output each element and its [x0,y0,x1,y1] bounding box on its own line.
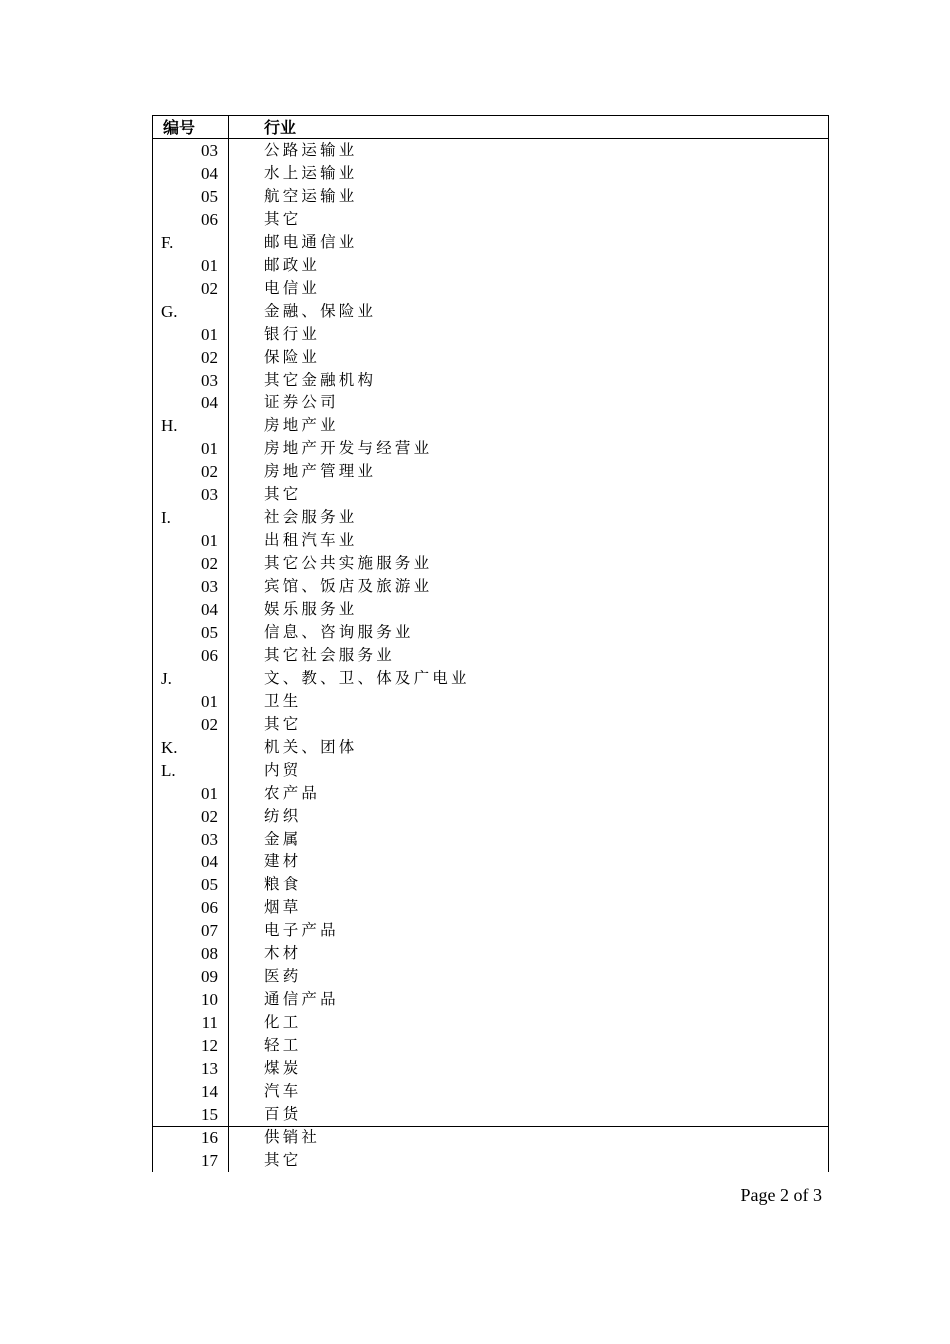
industry-name: 烟草 [264,898,302,917]
industry-code: 12 [201,1036,218,1056]
table-row [153,621,828,644]
header-industry: 行业 [264,118,297,137]
industry-code: 04 [201,600,218,619]
table-row [153,919,828,942]
table-row [153,483,828,506]
industry-name: 证券公司 [264,393,339,412]
industry-name: 其它 [264,714,302,733]
industry-code: 02 [201,278,218,298]
table-row [153,346,828,369]
industry-name: 医药 [264,967,302,986]
industry-name: 信息、咨询服务业 [264,622,414,641]
industry-code: G. [161,301,178,321]
industry-name: 其它社会服务业 [264,645,395,664]
table-row [153,208,828,231]
table-row [153,1080,828,1103]
industry-name: 银行业 [264,324,321,343]
table-row [153,1103,828,1126]
industry-code: 03 [201,577,218,597]
industry-code: 14 [201,1081,218,1101]
table-row [153,1057,828,1080]
industry-name: 房地产业 [264,416,339,435]
industry-code: 01 [201,783,218,803]
table-row [153,231,828,254]
industry-code: 02 [201,347,218,367]
industry-name: 内贸 [264,760,302,779]
industry-code: 07 [201,921,218,941]
industry-code: 04 [201,163,218,183]
industry-code: 08 [201,944,218,964]
table-row [153,1149,828,1172]
industry-code: 01 [201,324,218,344]
industry-name: 建材 [264,852,302,871]
industry-name: 金融、保险业 [264,301,377,320]
industry-name: 电子产品 [264,921,339,940]
industry-name: 水上运输业 [264,163,358,182]
industry-code: J. [161,668,172,688]
industry-name: 卫生 [264,691,302,710]
table-row [153,759,828,782]
industry-code: I. [161,508,171,528]
industry-name: 房地产开发与经营业 [264,439,433,458]
table-row [153,506,828,529]
industry-code-table [152,115,829,1172]
industry-code: 01 [201,439,218,459]
industry-code: 11 [201,1013,218,1033]
industry-code: 01 [201,255,218,275]
industry-name: 纺织 [264,806,302,825]
industry-name: 供销社 [264,1127,321,1146]
industry-code: 02 [201,714,218,734]
industry-name: 电信业 [264,278,321,297]
industry-code: 06 [201,645,218,665]
industry-name: 通信产品 [264,990,339,1009]
industry-code: 06 [201,209,218,229]
industry-code: 03 [201,485,218,505]
industry-name: 房地产管理业 [264,462,377,481]
industry-code: L. [161,760,176,780]
industry-name: 航空运输业 [264,186,358,205]
table-row [153,942,828,965]
table-row [153,414,828,437]
table-row [153,667,828,690]
table-row [153,805,828,828]
industry-name: 宾馆、饭店及旅游业 [264,577,433,596]
industry-code: 16 [201,1127,218,1147]
industry-name: 出租汽车业 [264,531,358,550]
table-row [153,782,828,805]
table-row [153,277,828,300]
industry-name: 粮食 [264,875,302,894]
industry-code: 06 [201,898,218,918]
industry-code: 02 [201,462,218,482]
industry-name: 轻工 [264,1036,302,1055]
table-row [153,300,828,323]
page-number: Page 2 of 3 [740,1185,822,1205]
industry-name: 金属 [264,829,302,848]
table-row [153,873,828,896]
industry-name: 文、教、卫、体及广电业 [264,668,470,687]
table-row [153,575,828,598]
table-row [153,552,828,575]
industry-code: 10 [201,990,218,1010]
industry-name: 煤炭 [264,1059,302,1077]
industry-name: 社会服务业 [264,508,358,527]
industry-code: 03 [201,370,218,390]
industry-name: 其它 [264,209,302,228]
industry-code: 05 [201,186,218,206]
industry-name: 化工 [264,1013,302,1032]
header-code: 编号 [163,118,196,137]
table-row [153,1034,828,1057]
table-row [153,162,828,185]
industry-code: 01 [201,691,218,711]
industry-name: 其它金融机构 [264,370,377,389]
industry-code: K. [161,737,178,757]
industry-code: 05 [201,622,218,642]
table-row [153,965,828,988]
table-row [153,896,828,919]
table-row [153,1011,828,1034]
table-row [153,391,828,414]
industry-name: 其它 [264,485,302,504]
industry-code: 17 [201,1150,218,1170]
table-row [153,988,828,1011]
industry-code: 03 [201,829,218,849]
industry-name: 娱乐服务业 [264,600,358,618]
industry-code: 04 [201,393,218,413]
industry-code: H. [161,416,178,436]
industry-name: 机关、团体 [264,737,358,756]
industry-code: 09 [201,967,218,987]
industry-code: 02 [201,806,218,826]
table-row [153,598,828,621]
industry-name: 其它公共实施服务业 [264,554,433,573]
industry-code: 04 [201,852,218,872]
industry-code: F. [161,232,174,252]
table-row [153,460,828,483]
industry-code: 15 [201,1104,218,1124]
industry-name: 百货 [264,1104,302,1123]
industry-code: 01 [201,531,218,551]
industry-code: 05 [201,875,218,895]
table-row [153,254,828,277]
industry-name: 邮电通信业 [264,232,358,251]
table-row [153,644,828,667]
industry-name: 农产品 [264,783,321,802]
table-row [153,437,828,460]
table-row [153,185,828,208]
industry-name: 木材 [264,944,302,963]
industry-name: 汽车 [264,1081,302,1100]
table-row [153,323,828,346]
industry-name: 其它 [264,1150,302,1169]
table-row [153,736,828,759]
industry-code: 13 [201,1059,218,1078]
industry-code: 02 [201,554,218,574]
table-row [153,713,828,736]
table-row [153,1126,828,1149]
table-row [153,828,828,851]
industry-name: 邮政业 [264,255,321,274]
industry-name: 公路运输业 [264,141,358,159]
industry-code: 03 [201,141,218,160]
table-row [153,529,828,552]
table-row [153,690,828,713]
table-row [153,369,828,392]
industry-name: 保险业 [264,347,321,366]
table-row [153,850,828,873]
table-row [153,139,828,162]
